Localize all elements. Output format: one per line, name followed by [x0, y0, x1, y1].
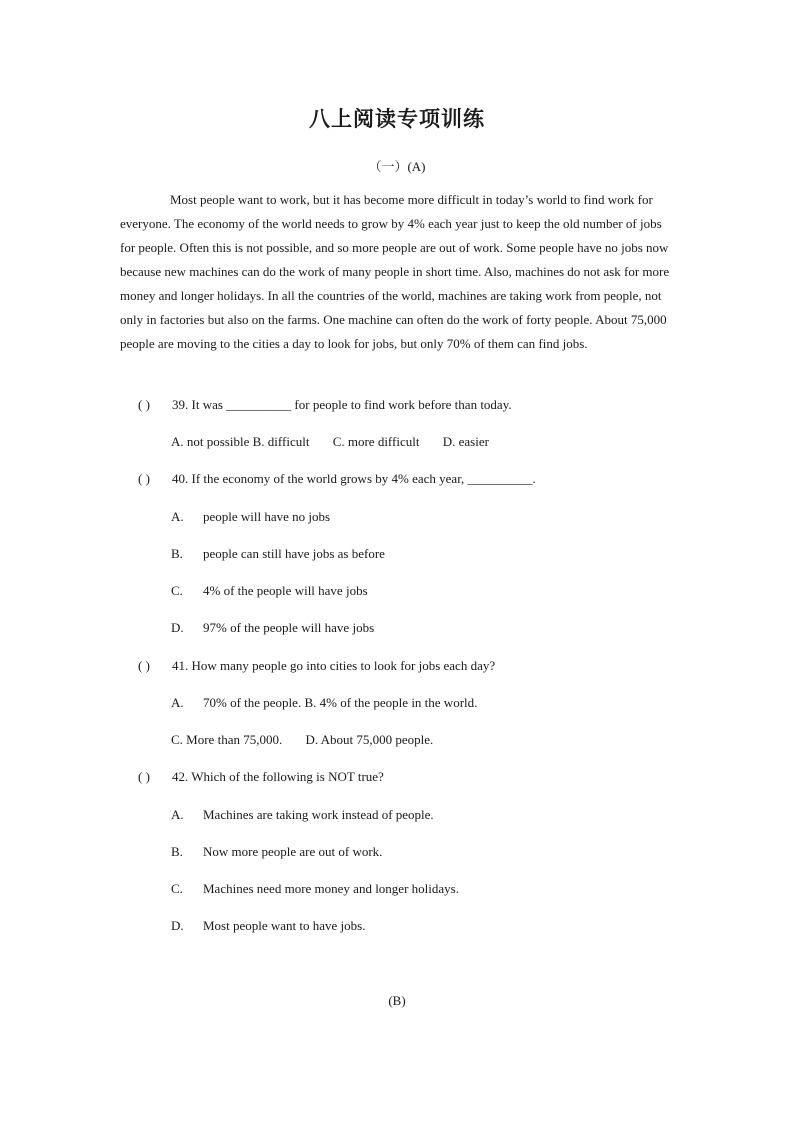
option-letter: A.: [171, 807, 184, 822]
answer-blank[interactable]: ( ): [138, 658, 150, 673]
option-a-text: 70% of the people.: [203, 695, 302, 710]
option-a: [171, 807, 434, 823]
option-a: [171, 509, 330, 525]
option-d: [171, 918, 365, 934]
option-text: people will have no jobs: [203, 509, 331, 524]
option-letter: C.: [171, 881, 183, 896]
option-d: D. easier: [442, 434, 489, 449]
section-heading-a: （一）(A): [368, 159, 426, 174]
question-text: 39. It was __________ for people to find work before than today.: [172, 397, 512, 412]
option-text: Now more people are out of work.: [203, 844, 383, 859]
option-text: people can still have jobs as before: [203, 546, 385, 561]
option-b: [171, 546, 385, 562]
question-41-options-line2: [171, 732, 433, 748]
option-letter: A.: [171, 509, 184, 524]
question-39-options: [171, 434, 489, 450]
reading-passage: Most people want to work, but it has become more difficult in today’s world to find work for everyone. The economy of the world needs to grow by 4% each year just to keep the old number of jobs for people. Often this is not possible, and so more people are out of work. Some people have no jobs now because new machines can do the work of many people in short time. Also, machines do not ask for more money and longer holidays. In all the countries of the world, machines are taking work from people, not only in factories but also on the farms. One machine can often do the work of forty people. About 75,000 people are moving to the cities a day to look for jobs, but only 70% of them can find jobs.: [120, 192, 670, 351]
answer-blank[interactable]: ( ): [138, 397, 150, 412]
question-40: [138, 471, 536, 487]
option-text: Machines need more money and longer holidays.: [203, 881, 459, 896]
question-41-options-line1: [171, 695, 477, 711]
question-text: 42. Which of the following is NOT true?: [172, 769, 384, 784]
option-letter: D.: [171, 620, 184, 635]
option-text: Most people want to have jobs.: [203, 918, 366, 933]
option-b: B. 4% of the people in the world.: [304, 695, 478, 710]
option-d: D. About 75,000 people.: [305, 732, 434, 747]
option-c: C. more difficult: [332, 434, 420, 449]
option-text: 4% of the people will have jobs: [203, 583, 368, 598]
answer-blank[interactable]: ( ): [138, 769, 150, 784]
answer-blank[interactable]: ( ): [138, 471, 150, 486]
option-letter: A.: [171, 695, 184, 710]
option-letter: B.: [171, 546, 183, 561]
question-42: [138, 769, 384, 785]
question-text: 40. If the economy of the world grows by 4% each year, __________.: [172, 471, 536, 486]
option-c: [171, 881, 459, 897]
question-41: [138, 658, 495, 674]
option-letter: C.: [171, 583, 183, 598]
option-text: Machines are taking work instead of people.: [203, 807, 434, 822]
option-c: [171, 583, 368, 599]
option-c: C. More than 75,000.: [171, 732, 283, 747]
section-heading-b: (B): [388, 993, 406, 1008]
option-text: 97% of the people will have jobs: [203, 620, 375, 635]
page-title: 八上阅读专项训练: [309, 106, 485, 131]
option-b: [171, 844, 382, 860]
option-d: [171, 620, 374, 636]
option-letter: B.: [171, 844, 183, 859]
option-b: B. difficult: [252, 434, 310, 449]
question-39: [138, 397, 512, 413]
option-a: A. not possible: [171, 434, 250, 449]
option-letter: D.: [171, 918, 184, 933]
question-text: 41. How many people go into cities to look for jobs each day?: [172, 658, 496, 673]
